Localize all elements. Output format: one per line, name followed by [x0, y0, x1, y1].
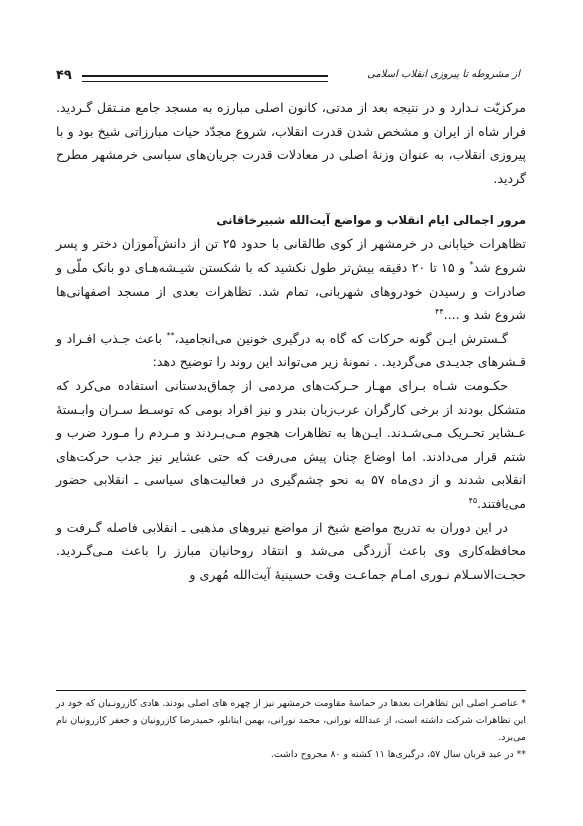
header-rule: [82, 75, 328, 82]
page-body: [56, 96, 526, 586]
page-header: [56, 68, 526, 88]
paragraph: [56, 327, 526, 374]
footnote-mark: *: [469, 259, 474, 269]
paragraph-text: حکـومت شـاه بـرای مهـار حـرکت‌های مردمی از چماق‌بدستانی استفاده می‌کرد که متشکل بودند از برخی کارگران عرب‌زبان بندر و نیز افراد بومی که توسـط سـران وابـستهٔ عـشایر تحـریک مـی‌شـدند. ایـن‌ها به تظاهرات هجوم مـی‌بـردند و مـردم را مـورد ضرب و شتم قرار می‌دادند. اما اوضاع چنان پیش می‌رفت که حتی عشایر نیز جذب حرکت‌های انقلابی شدند و از دی‌ماه ۵۷ به نحو چشم‌گیری در فعالیت‌های سیاسی ـ انقلابی حضور می‌یافتند.: [56, 377, 526, 511]
paragraph-text: باعث جـذب افـراد و قـشرهای جدیـدی می‌گردید. . نمونهٔ زیر می‌تواند این روند را توضیح دهد:: [56, 330, 526, 370]
reference-number: ۴۴: [435, 306, 444, 316]
running-title: از مشروطه تا پیروزی انقلاب اسلامی: [367, 69, 520, 80]
paragraph: در این دوران به تدریج مواضع شیخ از مواضع نیروهای مذهبی ـ انقلابی فاصله گـرفت و محافظه‌کاری وی باعث آزردگی می‌شد و انتقاد روحانیان مبارز را باعث مـی‌گـردید. حجـت‌الاسـلام نـوری امـام جماعـت وقت حسینیهٔ آیت‌الله مُهری و: [56, 519, 526, 582]
paragraph-text: و ۱۵ تا ۲۰ دقیقه بیش‌تر طول نکشید که با شکستن شیـشه‌هـای دو بانک ملّی و صادرات و رسیدن خودروهای شهربانی، تمام شد. تظاهرات بعدی از مسجد اصفهانی‌ها شروع شد و ....: [56, 259, 526, 323]
page-number: ۴۹: [56, 68, 72, 83]
paragraph-text: تظاهرات خیابانی در خرمشهر از کوی طالقانی با حدود ۲۵ تن از دانش‌آموزان دختر و پسر شروع شد: [56, 236, 527, 275]
footnote: ** در عید قربان سال ۵۷، درگیری‌ها ۱۱ کشته و ۸۰ مجروح داشت.: [270, 749, 526, 760]
paragraph: مرکزیّت نـدارد و در نتیجه بعد از مدتی، کانون اصلی مبارزه به مسجد جامع منـتقل گـردید. فرار شاه از ایران و مشخص شدن قدرت انقلاب، شروع مجدّد حیات مبارزاتی شیخ بود و با پیروزی انقلاب، به عنوان وزنهٔ اصلی در معادلات قدرت جریان‌های سیاسی خرمشهر مطرح گردید.: [56, 100, 526, 186]
paragraph: [56, 374, 526, 516]
footnote-mark: **: [166, 330, 175, 340]
footnote: * عناصـر اصلی این تظاهرات بعدها در حماسهٔ مقاومت خرمشهر نیز از چهره های اصلی بودند. هادی کازرونـیان که خود در این تظاهرات شرکت داشته است، از عبدالله نورانی، محمد نورانی، بهمن ایتانلو، حمیدرضا کازرونیان و جعفر کازرونیان نام می‌برد.: [56, 698, 526, 743]
reference-number: ۴۵: [468, 495, 478, 505]
section-heading: مرور اجمالی ایام انقلاب و مواضع آیت‌الله شبیرخاقانی: [216, 213, 526, 228]
footnotes: [56, 695, 526, 763]
paragraph: [56, 232, 526, 326]
paragraph-text: گـسترش ایـن گونه حرکات که گاه به درگیری خونین می‌انجامید،: [174, 330, 508, 346]
footnote-separator: [56, 690, 526, 691]
